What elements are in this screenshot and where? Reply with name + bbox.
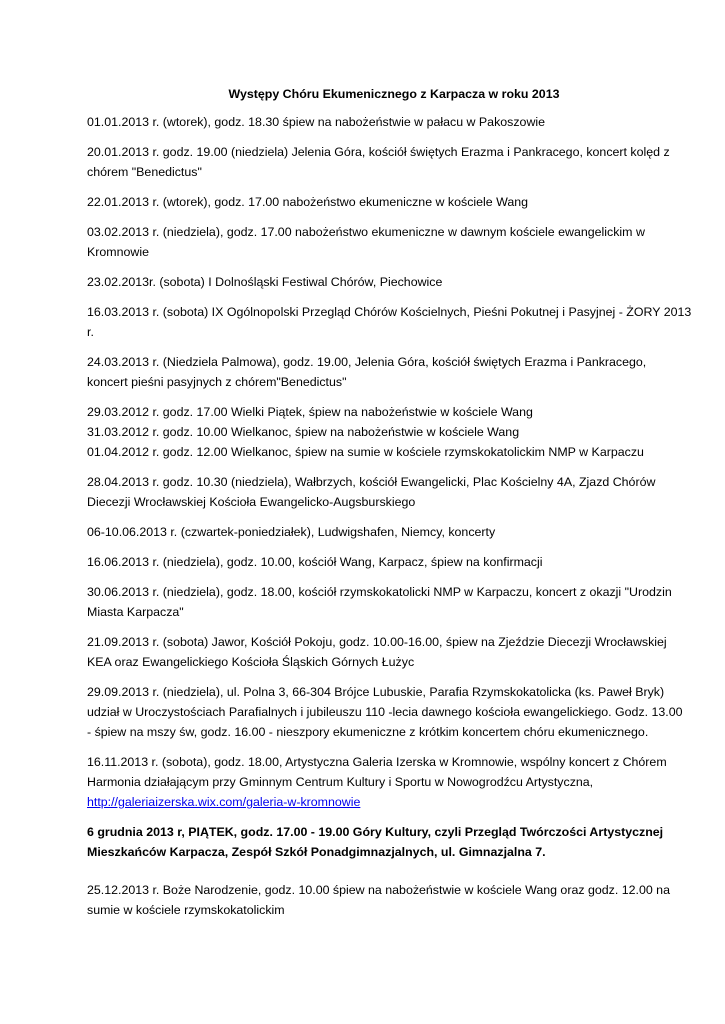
event-line: Harmonia działającym przy Gminnym Centrum Kultury i Sportu w Nowogrodźcu Artystyczna, xyxy=(87,775,594,789)
event-entry xyxy=(87,752,687,812)
event-entry xyxy=(87,682,687,742)
event-line: 20.01.2013 r. godz. 19.00 (niedziela) Jelenia Góra, kościół świętych Erazma i Pankracego, koncert kolęd z xyxy=(87,145,670,159)
event-line: 01.04.2012 r. godz. 12.00 Wielkanoc, śpiew na sumie w kościele rzymskokatolickim NMP w Karpaczu xyxy=(87,445,644,459)
event-entry xyxy=(87,582,687,622)
event-line: 28.04.2013 r. godz. 10.30 (niedziela), Wałbrzych, kościół Ewangelicki, Plac Kościelny 4A, Zjazd Chórów xyxy=(87,475,656,489)
event-line: 6 grudnia 2013 r, PIĄTEK, godz. 17.00 - 19.00 Góry Kultury, czyli Przegląd Twórczości Artystycznej xyxy=(87,825,664,839)
document-title: Występy Chóru Ekumenicznego z Karpacza w roku 2013 xyxy=(228,87,560,101)
event-line: chórem "Benedictus" xyxy=(87,165,202,179)
event-entry xyxy=(87,222,687,262)
event-line: 22.01.2013 r. (wtorek), godz. 17.00 nabożeństwo ekumeniczne w kościele Wang xyxy=(87,195,529,209)
event-entry xyxy=(87,522,687,542)
event-entry xyxy=(87,272,687,292)
event-line: 31.03.2012 r. godz. 10.00 Wielkanoc, śpiew na nabożeństwie w kościele Wang xyxy=(87,425,520,439)
event-entry-highlighted xyxy=(87,822,687,862)
event-entry xyxy=(87,632,687,672)
event-line: 01.01.2013 r. (wtorek), godz. 18.30 śpiew na nabożeństwie w pałacu w Pakoszowie xyxy=(87,115,546,129)
event-line: 23.02.2013r. (sobota) I Dolnośląski Festiwal Chórów, Piechowice xyxy=(87,275,443,289)
event-line: 30.06.2013 r. (niedziela), godz. 18.00, kościół rzymskokatolicki NMP w Karpaczu, koncert z okazji "Urodzin xyxy=(87,585,672,599)
event-line: KEA oraz Ewangelickiego Kościoła Śląskich Górnych Łużyc xyxy=(87,655,415,669)
event-line: 06-10.06.2013 r. (czwartek-poniedziałek), Ludwigshafen, Niemcy, koncerty xyxy=(87,525,496,539)
event-line: Diecezji Wrocławskiej Kościoła Ewangelicko-Augsburskiego xyxy=(87,495,416,509)
event-entry xyxy=(87,552,687,572)
event-line: 24.03.2013 r. (Niedziela Palmowa), godz. 19.00, Jelenia Góra, kościół świętych Erazma i Pankracego, xyxy=(87,355,647,369)
gallery-link[interactable]: http://galeriaizerska.wix.com/galeria-w-kromnowie xyxy=(87,795,361,809)
document-page xyxy=(87,84,692,930)
event-line: 21.09.2013 r. (sobota) Jawor, Kościół Pokoju, godz. 10.00-16.00, śpiew na Zjeździe Diecezji Wrocławskiej xyxy=(87,635,667,649)
event-entry xyxy=(87,142,687,182)
event-line: koncert pieśni pasyjnych z chórem"Benedictus" xyxy=(87,375,347,389)
event-line: 25.12.2013 r. Boże Narodzenie, godz. 10.00 śpiew na nabożeństwie w kościele Wang oraz godz. 12.00 na xyxy=(87,883,670,897)
event-line: - śpiew na mszy św, godz. 16.00 - nieszpory ekumeniczne z krótkim koncertem chóru ekumenicznego. xyxy=(87,725,649,739)
event-line: 16.03.2013 r. (sobota) IX Ogólnopolski Przegląd Chórów Kościelnych, Pieśni Pokutnej i Pasyjnej - ŻORY 2013 xyxy=(87,305,692,319)
event-link-line xyxy=(87,792,687,812)
event-entry xyxy=(87,302,692,342)
event-entry xyxy=(87,192,687,212)
event-entry xyxy=(87,402,687,462)
event-entry xyxy=(87,472,687,512)
event-line: Kromnowie xyxy=(87,245,149,259)
event-line: 16.11.2013 r. (sobota), godz. 18.00, Artystyczna Galeria Izerska w Kromnowie, wspólny koncert z Chórem xyxy=(87,755,667,769)
event-entry xyxy=(87,880,687,920)
event-line: 03.02.2013 r. (niedziela), godz. 17.00 nabożeństwo ekumeniczne w dawnym kościele ewangelickim w xyxy=(87,225,645,239)
event-line: 29.09.2013 r. (niedziela), ul. Polna 3, 66-304 Brójce Lubuskie, Parafia Rzymskokatolicka (ks. Paweł Bryk) xyxy=(87,685,665,699)
event-line: r. xyxy=(87,325,94,339)
event-line: Miasta Karpacza" xyxy=(87,605,184,619)
event-line: udział w Uroczystościach Parafialnych i jubileuszu 110 -lecia dawnego kościoła ewangelickiego. Godz. 13.00 xyxy=(87,705,683,719)
event-line: 29.03.2012 r. godz. 17.00 Wielki Piątek, śpiew na nabożeństwie w kościele Wang xyxy=(87,405,533,419)
event-line: sumie w kościele rzymskokatolickim xyxy=(87,903,285,917)
event-line: Mieszkańców Karpacza, Zespół Szkół Ponadgimnazjalnych, ul. Gimnazjalna 7. xyxy=(87,845,546,859)
event-entry xyxy=(87,112,687,132)
event-line: 16.06.2013 r. (niedziela), godz. 10.00, kościół Wang, Karpacz, śpiew na konfirmacji xyxy=(87,555,543,569)
event-entry xyxy=(87,352,687,392)
